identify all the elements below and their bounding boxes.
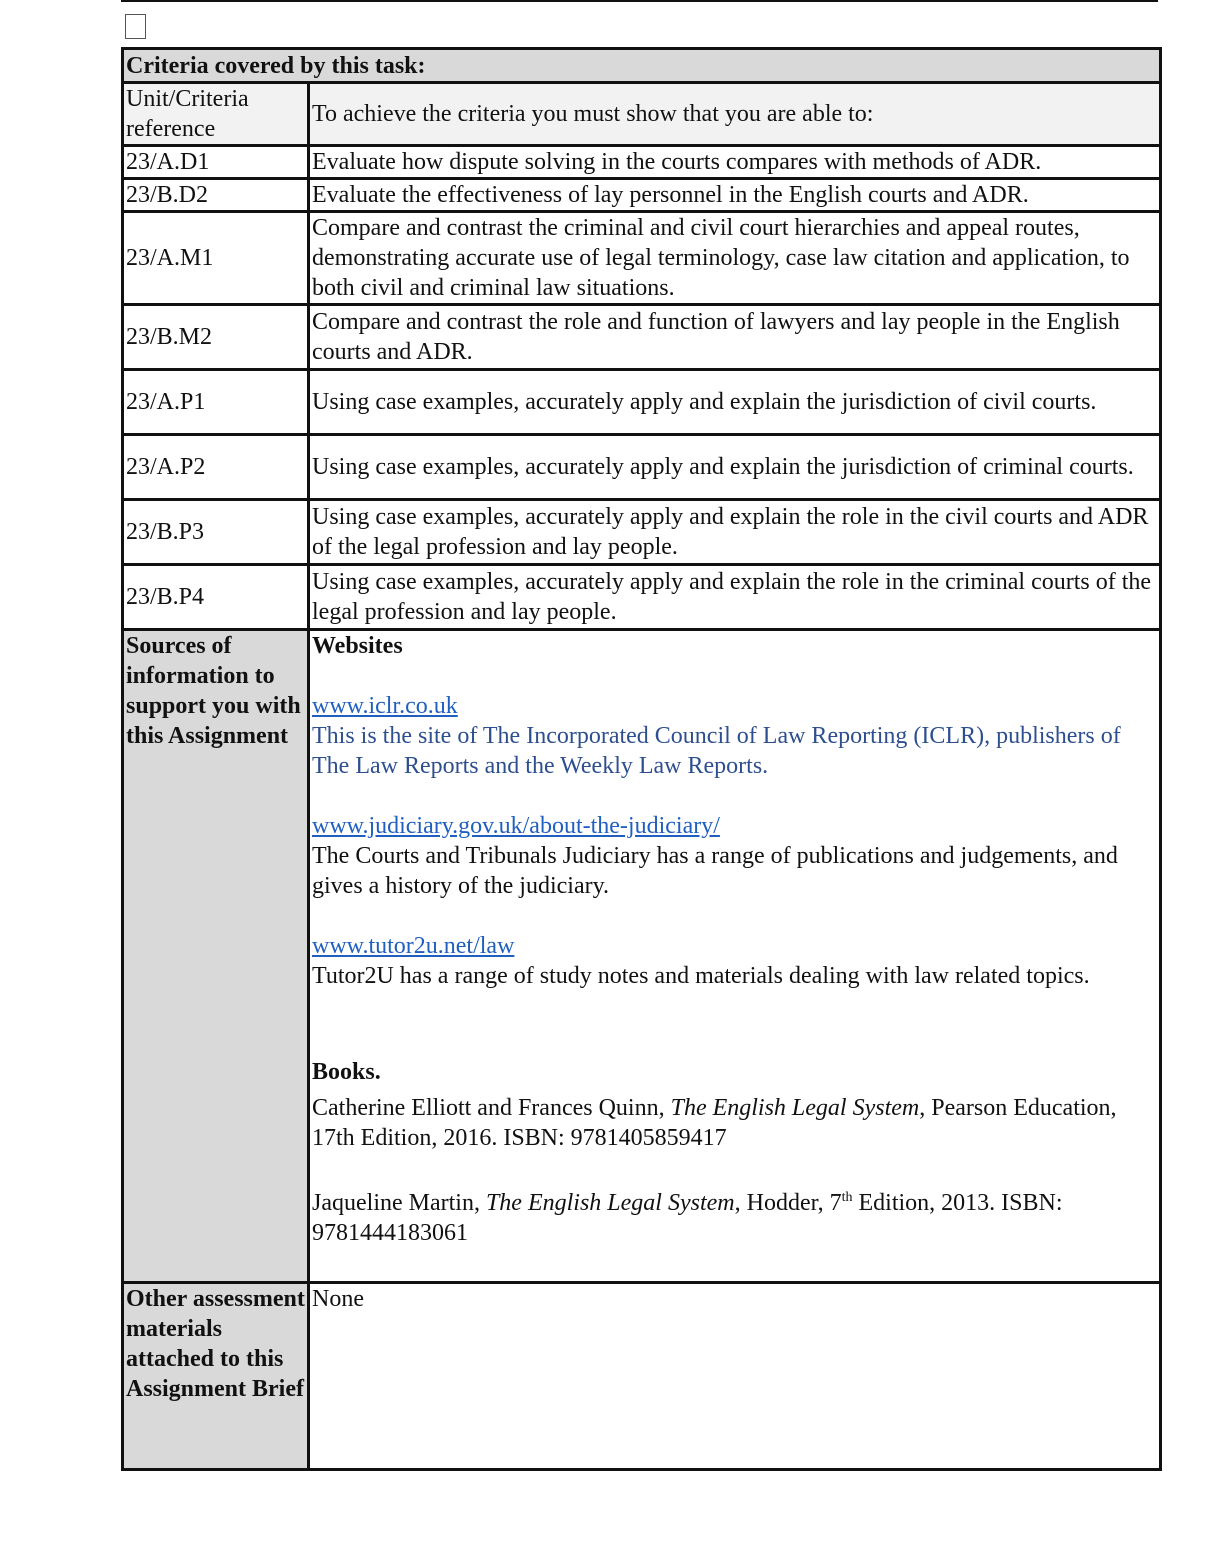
criteria-text: Compare and contrast the role and function of lawyers and lay people in the English courts and ADR. <box>309 305 1161 370</box>
sources-label: Sources of information to support you with this Assignment <box>123 630 309 1283</box>
checkbox[interactable] <box>125 14 146 39</box>
col-header-criteria: To achieve the criteria you must show that you are able to: <box>309 83 1161 146</box>
other-materials-row <box>123 1283 1161 1470</box>
other-materials-value: None <box>309 1283 1161 1470</box>
criteria-text: Using case examples, accurately apply and explain the jurisdiction of criminal courts. <box>309 435 1161 500</box>
table-row <box>123 435 1161 500</box>
criteria-header: Criteria covered by this task: <box>123 49 1161 83</box>
website-desc-tutor2u: Tutor2U has a range of study notes and materials dealing with law related topics. <box>312 963 1090 989</box>
website-link-tutor2u[interactable]: www.tutor2u.net/law <box>312 933 515 959</box>
criteria-ref: 23/A.P1 <box>123 370 309 435</box>
books-heading: Books. <box>312 1059 381 1085</box>
criteria-header-row <box>123 49 1161 83</box>
website-desc-judiciary: The Courts and Tribunals Judiciary has a range of publications and judgements, and gives a history of the judiciary. <box>312 843 1118 899</box>
criteria-ref: 23/A.D1 <box>123 146 309 179</box>
criteria-text: Using case examples, accurately apply and explain the role in the criminal courts of the legal profession and lay people. <box>309 565 1161 630</box>
websites-heading: Websites <box>312 633 403 659</box>
table-row <box>123 179 1161 212</box>
criteria-text: Using case examples, accurately apply and explain the role in the civil courts and ADR of the legal profession and lay people. <box>309 500 1161 565</box>
criteria-text: Evaluate how dispute solving in the courts compares with methods of ADR. <box>309 146 1161 179</box>
criteria-ref: 23/B.D2 <box>123 179 309 212</box>
column-header-row <box>123 83 1161 146</box>
criteria-text: Evaluate the effectiveness of lay personnel in the English courts and ADR. <box>309 179 1161 212</box>
top-rule <box>121 0 1158 2</box>
table-row <box>123 500 1161 565</box>
book-entry: Jaqueline Martin, The English Legal System, Hodder, 7th Edition, 2013. ISBN: 9781444183061 <box>312 1190 1063 1246</box>
sources-row <box>123 630 1161 1283</box>
website-link-iclr[interactable]: www.iclr.co.uk <box>312 693 458 719</box>
table-row <box>123 146 1161 179</box>
table-row <box>123 305 1161 370</box>
criteria-ref: 23/B.P4 <box>123 565 309 630</box>
criteria-text: Using case examples, accurately apply and explain the jurisdiction of civil courts. <box>309 370 1161 435</box>
table-row <box>123 565 1161 630</box>
other-materials-label: Other assessment materials attached to this Assignment Brief <box>123 1283 309 1470</box>
table-row <box>123 370 1161 435</box>
criteria-ref: 23/A.P2 <box>123 435 309 500</box>
book-entry: Catherine Elliott and Frances Quinn, The English Legal System, Pearson Education, 17th Edition, 2016. ISBN: 9781405859417 <box>312 1095 1117 1151</box>
criteria-ref: 23/B.M2 <box>123 305 309 370</box>
criteria-ref: 23/B.P3 <box>123 500 309 565</box>
criteria-table <box>121 47 1162 1471</box>
top-rule-divider <box>307 0 309 2</box>
criteria-ref: 23/A.M1 <box>123 212 309 305</box>
website-link-judiciary[interactable]: www.judiciary.gov.uk/about-the-judiciary/ <box>312 813 720 839</box>
sources-content <box>309 630 1161 1283</box>
criteria-text: Compare and contrast the criminal and civil court hierarchies and appeal routes, demonstrating accurate use of legal terminology, case law citation and application, to both civil and criminal law situations. <box>309 212 1161 305</box>
col-header-reference: Unit/Criteria reference <box>123 83 309 146</box>
table-row <box>123 212 1161 305</box>
website-desc-iclr: This is the site of The Incorporated Council of Law Reporting (ICLR), publishers of The Law Reports and the Weekly Law Reports. <box>312 723 1121 779</box>
